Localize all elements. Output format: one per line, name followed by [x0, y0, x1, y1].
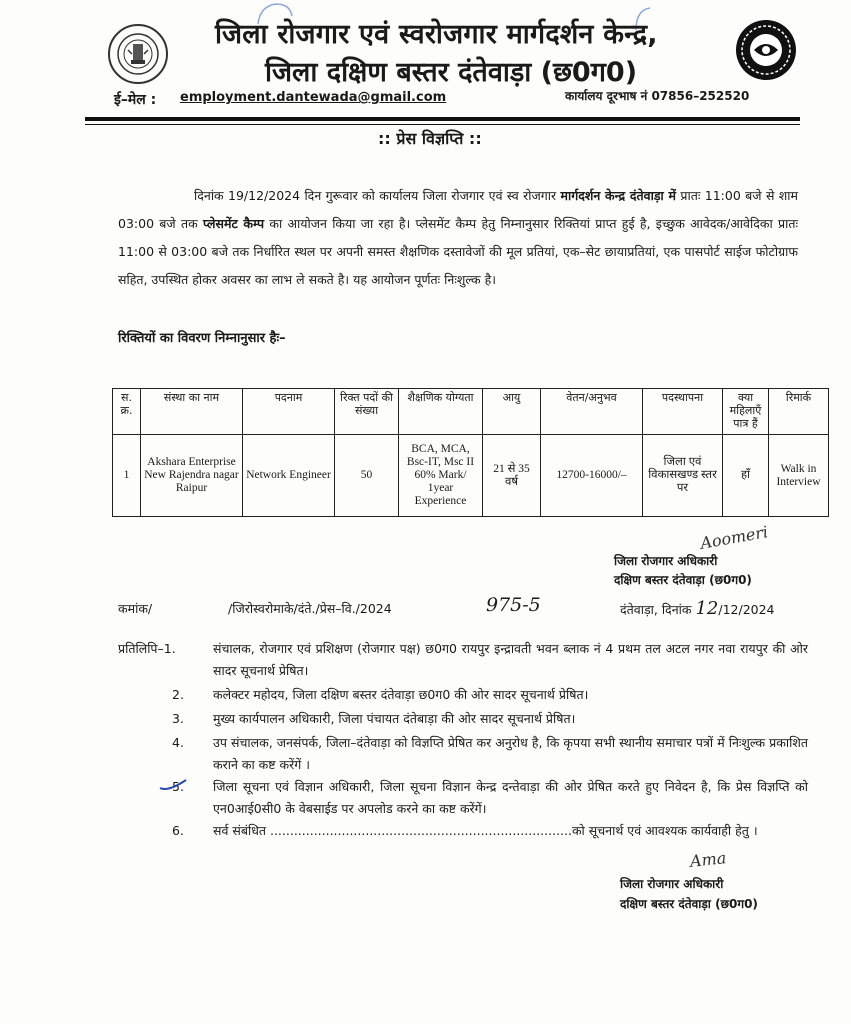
signatory-title: जिला रोजगार अधिकारी: [620, 877, 724, 891]
signature-block: [614, 552, 752, 590]
date-rest: /12/2024: [718, 602, 775, 617]
copy-number: 4.: [172, 735, 184, 750]
email-link[interactable]: employment.dantewada@gmail.com: [180, 90, 447, 105]
column-header: पदस्थापना: [643, 389, 723, 435]
pen-tick-icon: [158, 776, 188, 792]
copy-item: [118, 684, 808, 706]
column-header: क्या महिलाएँ पात्र हैं: [723, 389, 769, 435]
body-text-bold: प्लेसमेंट कैम्प: [202, 216, 265, 231]
table-cell: Network Engineer: [243, 435, 335, 517]
body-text: दिनांक 19/12/2024 दिन गुरूवार को कार्यालय जिला रोजगार एवं स्व रोजगार: [194, 188, 557, 203]
column-header: रिक्त पदों की संख्या: [335, 389, 399, 435]
copy-item: [118, 708, 808, 730]
handwritten-signature: Ama: [689, 848, 728, 871]
copy-item: [118, 820, 808, 842]
copy-text: मुख्य कार्यपालन अधिकारी, जिला पंचायत दंतेबाड़ा की ओर सादर सूचनार्थ प्रेषित।: [213, 711, 576, 726]
header-divider: [85, 117, 800, 121]
email-label: ई–मेल :: [114, 92, 157, 108]
column-header: वेतन/अनुभव: [541, 389, 643, 435]
table-cell: Walk in Interview: [769, 435, 829, 517]
column-header: शैक्षणिक योग्यता: [399, 389, 483, 435]
signature-block: [620, 874, 758, 914]
copy-number: 5.: [172, 779, 184, 794]
header-divider-thin: [85, 124, 800, 125]
reference-number: /जिरोस्वरोमाके/दंते./प्रेस–वि./2024: [228, 601, 392, 616]
copy-number: 6.: [172, 823, 184, 838]
table-cell: 1: [113, 435, 141, 517]
signatory-office: दक्षिण बस्तर दंतेवाड़ा (छ0ग0): [614, 573, 752, 587]
table-cell: 21 से 35 वर्ष: [483, 435, 541, 517]
handwritten-signature: Aoomeri: [698, 522, 770, 553]
copy-text: उप संचालक, जनसंपर्क, जिला–दंतेवाड़ा को विज्ञप्ति प्रेषित कर अनुरोध है, कि कृपया सभी स्थानीय समाचार पत्रों में निःशुल्क प्रकाशित कराने का कष्ट करेंगें ।: [213, 735, 808, 772]
vacancy-heading: रिक्तियों का विवरण निम्नानुसार हैः–: [118, 331, 286, 346]
district-title: जिला दक्षिण बस्तर दंतेवाड़ा (छ0ग0): [265, 57, 638, 88]
copy-label: प्रतिलिपि–1.: [118, 641, 176, 656]
signatory-title: जिला रोजगार अधिकारी: [614, 554, 718, 568]
office-title: जिला रोजगार एवं स्वरोजगार मार्गदर्शन केन्द्र,: [215, 19, 658, 50]
handwritten-dispatch-number: 975-5: [486, 594, 541, 616]
vacancy-table: [112, 388, 829, 517]
copy-number: 3.: [172, 711, 184, 726]
table-cell: जिला एवं विकासखण्ड स्तर पर: [643, 435, 723, 517]
copy-text: संचालक, रोजगार एवं प्रशिक्षण (रोजगार पक्ष) छ0ग0 रायपुर इन्द्रावती भवन ब्लाक नं 4 प्रथम तल अटल नगर नवा रायपुर की ओर सादर सूचनार्थ प्रेषित।: [213, 641, 808, 678]
column-header: स. क्र.: [113, 389, 141, 435]
copy-number: 2.: [172, 687, 184, 702]
table-cell: हॉं: [723, 435, 769, 517]
signatory-office: दक्षिण बस्तर दंतेवाड़ा (छ0ग0): [620, 897, 758, 911]
copy-text: जिला सूचना एवं विज्ञान अधिकारी, जिला सूचना विज्ञान केन्द्र दन्तेवाड़ा की ओर प्रेषित करते हुए निवेदन है, कि प्रेस विज्ञप्ति को एन0आई0सी0 के वेबसाईड पर अपलोड करने का कष्ट करेंगें।: [213, 779, 808, 816]
body-paragraph: [118, 182, 798, 294]
table-cell: BCA, MCA, Bsc-IT, Msc II 60% Mark/ 1year Experience: [399, 435, 483, 517]
column-header: रिमार्क: [769, 389, 829, 435]
body-text-bold: मार्गदर्शन केन्द्र दंतेवाड़ा में: [560, 188, 677, 203]
department-logo-icon: [734, 18, 798, 82]
copy-item: [118, 638, 808, 682]
office-phone: कार्यालय दूरभाष नं 07856–252520: [565, 89, 750, 103]
body-text: का आयोजन किया जा रहा है। प्लेसमेंट कैम्प हेतु निम्नानुसार रिक्तियां प्राप्त हुई है, इच्छुक आवेदक/आवेदिका प्रातः 11:00 से 03:00 बजे तक निर्धारित स्थल पर अपनी समस्त शैक्षणिक दस्तावेजों की मूल प्रतियां, एक–सेट छायाप्रतियां, एक पासपोर्ट साईज फोटोग्राफ सहित, उपस्थित होकर अवसर का लाभ ले सकते है। यह आयोजन पूर्णतः निःशुल्क है।: [118, 216, 798, 287]
column-header: आयु: [483, 389, 541, 435]
table-cell: Akshara Enterprise New Rajendra nagar Raipur: [141, 435, 243, 517]
copy-text: कलेक्टर महोदय, जिला दक्षिण बस्तर दंतेवाड़ा छ0ग0 की ओर सादर सूचनार्थ प्रेषित।: [213, 687, 589, 702]
column-header: पदनाम: [243, 389, 335, 435]
table-cell: 50: [335, 435, 399, 517]
copy-item: [118, 776, 808, 820]
copy-text: सर्व संबंधित ............................................................................को सूचनार्थ एवं आवश्यक कार्यवाही हेतु ।: [213, 823, 758, 838]
state-emblem-icon: [108, 24, 168, 84]
table-row: [113, 435, 829, 517]
body-text: प्रातः 11:00 बजे से शाम 03:00 बजे तक: [118, 188, 798, 231]
press-release-heading: :: प्रेस विज्ञप्ति ::: [378, 129, 482, 148]
place-date-label: दंतेवाड़ा, दिनांक: [620, 602, 692, 617]
table-cell: 12700-16000/–: [541, 435, 643, 517]
copy-item: [118, 732, 808, 776]
table-header-row: [113, 389, 829, 435]
reference-label: कमांक/: [118, 601, 153, 616]
handwritten-day: 12: [695, 598, 719, 619]
reference-date: [620, 598, 775, 619]
column-header: संस्था का नाम: [141, 389, 243, 435]
